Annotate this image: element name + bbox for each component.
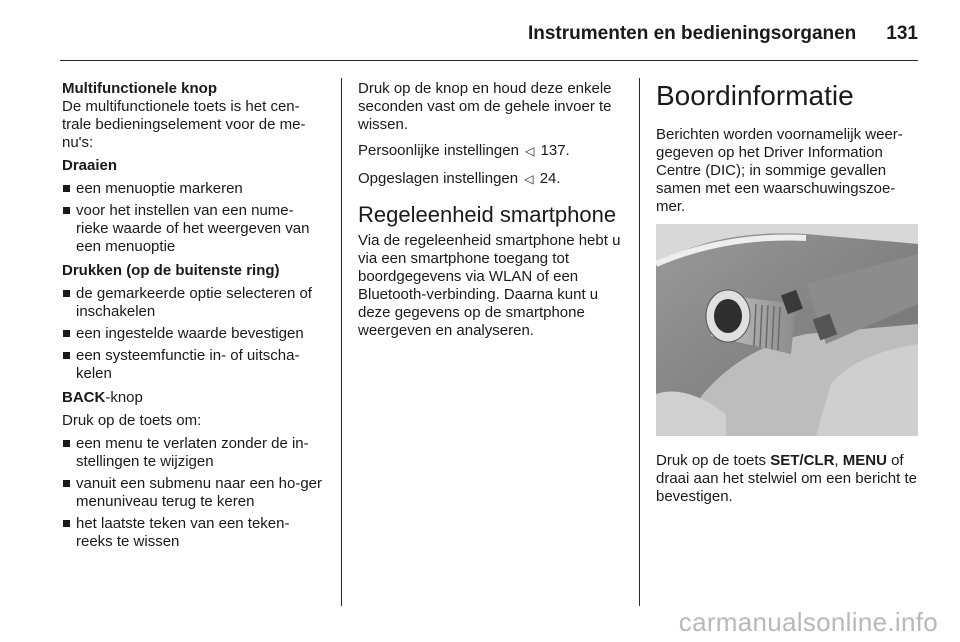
list-item: de gemarkeerde optie selecteren of inschakelen — [62, 285, 324, 321]
list-item: een systeemfunctie in- of uitscha-kelen — [62, 347, 324, 383]
saved-settings-ref: Opgeslagen instellingen ◁ 24. — [358, 170, 561, 187]
board-info-text: Berichten worden voornamelijk weer-gegeven op het Driver Information Centre (DIC); in sommige gevallen samen met een waarschuwingszoe-mer. — [656, 126, 903, 215]
list-item: vanuit een submenu naar een ho-ger menuniveau terug te keren — [62, 475, 324, 511]
list-item: voor het instellen van een nume-rieke waarde of het weergeven van een menuoptie — [62, 202, 324, 256]
column-divider-1 — [341, 78, 342, 606]
turn-label: Draaien — [62, 157, 118, 174]
back-key-heading: BACK-knop — [62, 389, 143, 406]
clear-input-text: Druk op de knop en houd deze enkele seconden vast om de gehele invoer te wissen. — [358, 80, 612, 133]
bullet-icon — [63, 185, 70, 192]
bullet-icon — [63, 440, 70, 447]
list-item: een menuoptie markeren — [62, 180, 324, 198]
bullet-icon — [63, 352, 70, 359]
list-item: een menu te verlaten zonder de in-stellingen te wijzigen — [62, 435, 324, 471]
smartphone-unit-text: Via de regeleenheid smartphone hebt u via een smartphone toegang tot boordgegevens via WLAN of een Bluetooth-verbinding. Daarna kunt u deze gegevens op de smartphone weergeven en analyseren. — [358, 232, 621, 339]
steering-stalk-photo — [656, 224, 918, 436]
bullet-icon — [63, 330, 70, 337]
column-3 — [656, 80, 922, 511]
watermark: carmanualsonline.info — [678, 607, 938, 637]
smartphone-unit-heading: Regeleenheid smartphone — [358, 202, 617, 227]
page-ref-icon: ◁ — [524, 172, 534, 186]
column-1 — [62, 80, 324, 555]
back-intro: Druk op de toets om: — [62, 412, 202, 429]
page-number: 131 — [886, 23, 918, 44]
intro-text: De multifunctionele toets is het cen-trale bedieningselement voor de me-nu's: — [62, 98, 306, 151]
header-title: Instrumenten en bedieningsorganen — [527, 23, 857, 44]
personal-settings-ref: Persoonlijke instellingen ◁ 137. — [358, 142, 570, 159]
column-divider-2 — [639, 78, 640, 606]
bullet-icon — [63, 207, 70, 214]
set-clr-key: SET/CLR — [770, 452, 835, 469]
press-label: Drukken (op de buitenste ring) — [62, 262, 280, 279]
bullet-icon — [63, 480, 70, 487]
column-2 — [358, 80, 624, 345]
menu-key: MENU — [842, 452, 887, 469]
board-info-heading: Boordinformatie — [656, 80, 854, 111]
bullet-icon — [63, 290, 70, 297]
page-ref-icon: ◁ — [525, 144, 535, 158]
list-item: het laatste teken van een teken-reeks te wissen — [62, 515, 324, 551]
multifunction-knob-heading: Multifunctionele knop — [62, 80, 217, 97]
list-item: een ingestelde waarde bevestigen — [62, 325, 324, 343]
header-rule — [60, 60, 918, 61]
bullet-icon — [63, 520, 70, 527]
confirm-message-text: Druk op de toets SET/CLR, MENU of draai aan het stelwiel om een bericht te bevestigen. — [656, 452, 917, 505]
page-header — [60, 14, 918, 54]
